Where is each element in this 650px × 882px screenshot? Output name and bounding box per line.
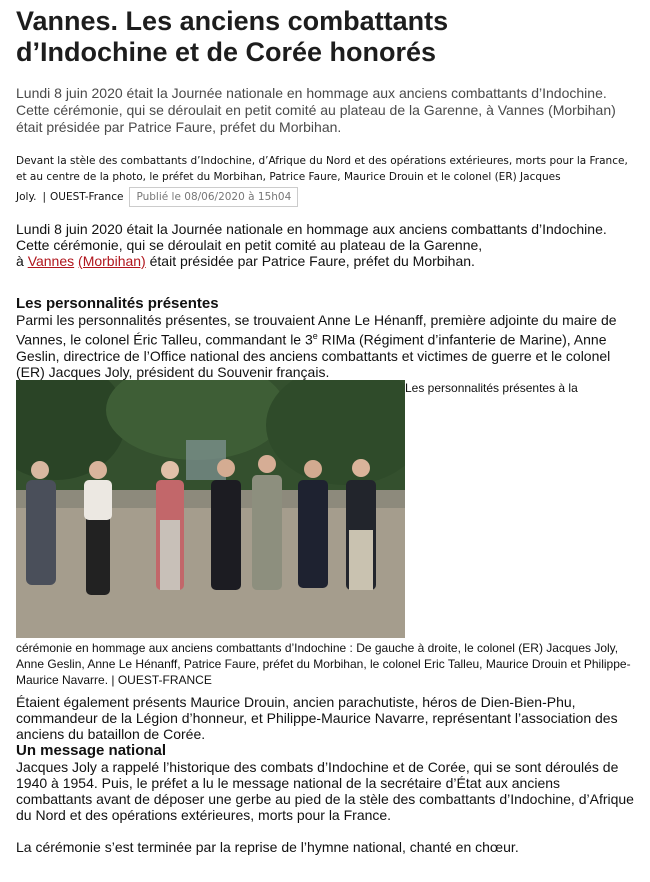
byline <box>16 185 636 209</box>
ceremony-photo-illustration <box>16 380 405 638</box>
paragraph-personnalites <box>16 312 636 380</box>
article <box>16 0 636 855</box>
article-title <box>16 6 636 68</box>
personnalites-text-a: Parmi les personnalités présentes, se trouvaient Anne Le Hénanff, première adjointe du maire de Vannes, le colonel Éric Talleu, commandant le 3 <box>16 312 617 348</box>
photo-caption-side: Les personnalités présentes à la <box>405 380 578 395</box>
superscript-e: e <box>312 331 318 341</box>
section-title-message: Un message national <box>16 741 167 759</box>
intro-text: Lundi 8 juin 2020 était la Journée nationale en hommage aux anciens combattants d’Indochine. Cette cérémonie, qui se déroulait en petit comité au plateau de la Garenne, <box>16 221 607 253</box>
paragraph-presents: Étaient également présents Maurice Drouin, ancien parachutiste, héros de Dien-Bien-Phu, commandeur de la Légion d’honneur, et Philippe-Maurice Navarre, représentant l’association des anciens du bataillon de Corée. <box>16 693 618 742</box>
article-lead: Lundi 8 juin 2020 était la Journée nationale en hommage aux anciens combattants d’Indochine. Cette cérémonie, qui se déroulait en petit comité au plateau de la Garenne, à Vannes (Morbihan) était présidée par Patrice Faure, préfet du Morbihan. <box>16 85 616 135</box>
ceremony-photo <box>16 380 405 638</box>
byline-separator: | <box>42 191 47 203</box>
link-morbihan[interactable]: (Morbihan) <box>78 253 146 269</box>
link-vannes[interactable]: Vannes <box>27 253 75 269</box>
intro-text-a: à <box>16 253 28 269</box>
personnalites-text-b: RIMa (Régiment d’infanterie de Marine), Anne Geslin, directrice de l’Office national des anciens combattants et victimes de guerre et le colonel (ER) Jacques Joly, président du Souvenir français. <box>16 331 611 380</box>
source-name: OUEST-France <box>50 191 124 203</box>
intro-text-end: était présidée par Patrice Faure, préfet du Morbihan. <box>145 253 475 269</box>
paragraph-conclusion: La cérémonie s’est terminée par la reprise de l’hymne national, chanté en chœur. <box>16 838 519 855</box>
top-photo-caption: Devant la stèle des combattants d’Indochine, d’Afrique du Nord et des opérations extérieures, morts pour la France, et au centre de la photo, le préfet du Morbihan, Patrice Faure, Maurice Drouin et le colonel (ER) Jacques <box>16 155 628 183</box>
paragraph-intro <box>16 221 636 269</box>
section-title-personnalites: Les personnalités présentes <box>16 295 219 312</box>
paragraph-message: Jacques Joly a rappelé l’historique des combats d’Indochine et de Corée, qui se sont déroulés de 1940 à 1954. Puis, le préfet a lu le message national de la secrétaire d’État aux anciens combattants avant de déposer une gerbe au pied de la stèle des combattants d’Indochine, d’Afrique du Nord et des opérations extérieures, morts pour la France. <box>16 758 634 823</box>
title-line-1: Vannes. Les anciens combattants <box>16 6 449 36</box>
photo-block <box>16 380 636 638</box>
published-date: Publié le 08/06/2020 à 15h04 <box>129 187 298 207</box>
caption-end: Joly. <box>16 191 37 203</box>
photo-caption: cérémonie en hommage aux anciens combattants d’Indochine : De gauche à droite, le colonel (ER) Jacques Joly, Anne Geslin, Anne Le Hénanff, Patrice Faure, préfet du Morbihan, le colonel Eric Talleu, Maurice Drouin et Philippe-Maurice Navarre. | OUEST-FRANCE <box>16 640 631 687</box>
title-line-2: d’Indochine et de Corée honorés <box>16 37 437 67</box>
